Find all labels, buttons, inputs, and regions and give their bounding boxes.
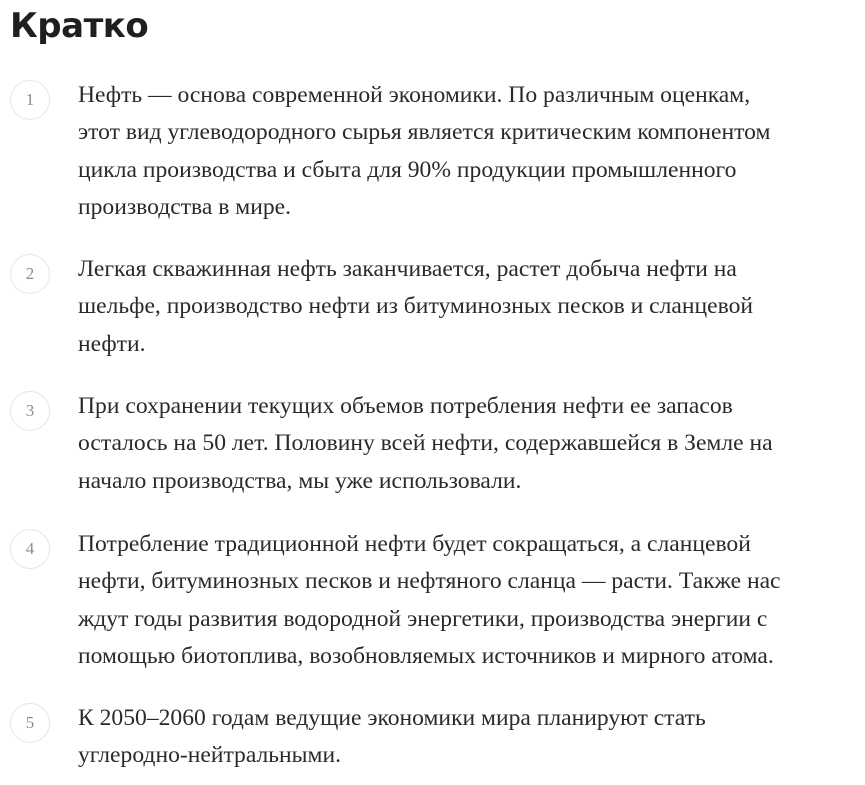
item-number-badge: 5: [10, 703, 50, 743]
item-text-line: помощью биотоплива, возобновляемых источников и мирного атома.: [78, 642, 774, 669]
item-text-line: этот вид углеводородного сырья является критическим компонентом: [78, 119, 771, 146]
item-text: [78, 700, 864, 775]
item-text-line: К 2050–2060 годам ведущие экономики мира планируют стать: [78, 705, 706, 731]
item-text-line: Потребление традиционной нефти будет сокращаться, а сланцевой: [78, 531, 751, 557]
item-number-badge: 2: [10, 254, 50, 294]
item-text-line: Легкая скважинная нефть заканчивается, растет добыча нефти на: [78, 256, 737, 282]
item-text-line: начало производства, мы уже использовали.: [78, 467, 522, 494]
item-text-line: шельфе, производство нефти из битуминозных песков и сланцевой: [78, 293, 754, 320]
item-text-line: углеродно-нейтральными.: [78, 742, 341, 769]
item-text-line: производства в мире.: [78, 193, 292, 220]
item-text-line: осталось на 50 лет. Половину всей нефти, содержавшейся в Земле на: [78, 430, 773, 457]
item-text: [78, 251, 864, 363]
item-number-badge: 3: [10, 391, 50, 431]
section-title: Кратко: [10, 6, 149, 46]
item-text: [78, 526, 864, 675]
item-text-line: нефти.: [78, 330, 146, 357]
item-text-line: нефти, битуминозных песков и нефтяного сланца — расти. Также нас: [78, 568, 781, 595]
item-text-line: цикла производства и сбыта для 90% продукции промышленного: [78, 156, 737, 183]
item-number-badge: 4: [10, 529, 50, 569]
item-text-line: ждут годы развития водородной энергетики, производства энергии с: [78, 605, 768, 632]
item-number-badge: 1: [10, 80, 50, 120]
item-text: [78, 388, 864, 500]
item-text-line: Нефть — основа современной экономики. По различным оценкам,: [78, 82, 751, 108]
item-text: [78, 77, 864, 226]
item-text-line: При сохранении текущих объемов потребления нефти ее запасов: [78, 393, 733, 419]
